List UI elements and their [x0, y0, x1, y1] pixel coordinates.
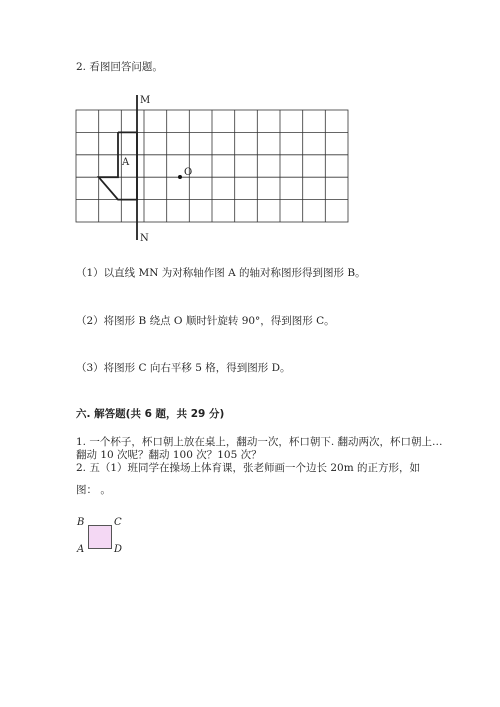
square-label-a: A [77, 544, 85, 555]
figure-a [99, 132, 137, 199]
label-m: M [140, 95, 151, 106]
label-n: N [140, 233, 149, 244]
section-6-heading: 六. 解答题(共 6 题，共 29 分) [76, 408, 225, 420]
label-o: O [184, 167, 193, 178]
point-o [178, 175, 182, 179]
label-a: A [122, 157, 130, 168]
problem-1-line-1: 1. 一个杯子，杯口朝上放在桌上，翻动一次，杯口朝下. 翻动两次，杯口朝上… [76, 436, 443, 448]
problem-2-line-2: 图： 。 [76, 484, 111, 496]
grid-lines [76, 110, 348, 222]
question-2-part-1: （1）以直线 MN 为对称轴作图 A 的轴对称图形得到图形 B。 [76, 267, 366, 279]
square-label-c: C [114, 517, 122, 528]
problem-2-line-1: 2. 五（1）班同学在操场上体育课，张老师画一个边长 20m 的正方形，如 [76, 462, 421, 474]
square-shape [88, 525, 112, 549]
problem-1-line-2: 翻动 10 次呢？翻动 100 次？105 次？ [76, 449, 262, 461]
square-label-b: B [77, 517, 85, 528]
question-2-title: 2. 看图回答问题。 [76, 61, 163, 73]
grid-figure [0, 0, 500, 260]
question-2-part-3: （3）将图形 C 向右平移 5 格，得到图形 D。 [76, 362, 291, 374]
square-label-d: D [114, 544, 123, 555]
question-2-part-2: （2）将图形 B 绕点 O 顺时针旋转 90°，得到图形 C。 [76, 315, 335, 327]
